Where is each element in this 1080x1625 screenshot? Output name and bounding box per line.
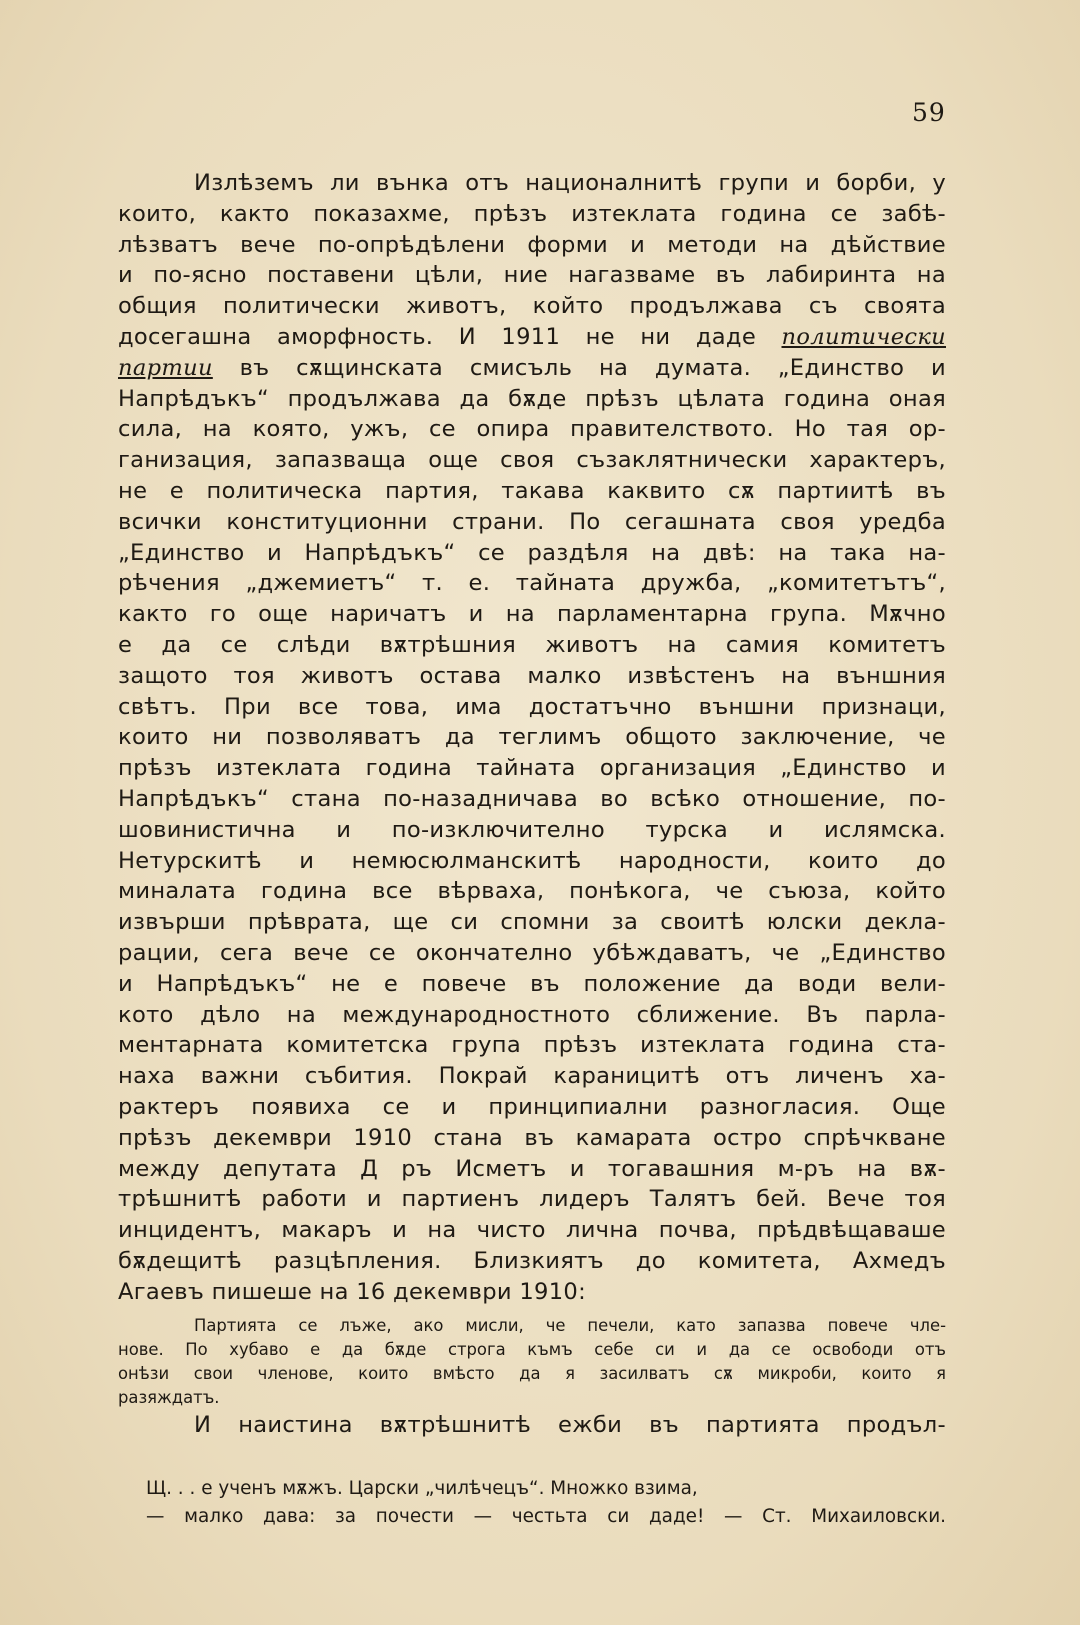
text-line: инцидентъ, макаръ и на чисто лична почва, прѣдвѣщаваше — [118, 1217, 946, 1244]
second-paragraph — [118, 1410, 946, 1441]
italic-word: политически — [781, 323, 946, 350]
text-segment: досегашна аморфность. И 1911 не ни даде — [118, 323, 757, 350]
text-line: рактеръ появиха се и принципиални разногласия. Още — [118, 1093, 946, 1120]
text-line: Агаевъ пишеше на 16 декември 1910: — [118, 1278, 586, 1305]
text-line: и Напрѣдъкъ“ не е повече въ положение да води вели- — [118, 970, 946, 997]
text-line: кото дѣло на международностното сближение. Въ парла- — [118, 1001, 946, 1028]
text-line: и по-ясно поставени цѣли, ние нагазваме въ лабиринта на — [118, 262, 946, 289]
main-paragraph — [118, 168, 946, 1307]
italic-word: партии — [118, 354, 213, 381]
text-line — [118, 353, 946, 384]
text-line: не е политическа партия, такава каквито сѫ партиитѣ въ — [118, 477, 946, 504]
text-line: шовинистична и по-изключително турска и ислямска. — [118, 816, 946, 843]
text-line: Излѣземъ ли вънка отъ националнитѣ групи и борби, у — [194, 170, 946, 196]
text-line: които, както показахме, прѣзъ изтеклата година се забѣ- — [118, 200, 946, 227]
text-line: „Единство и Напрѣдъкъ“ се раздѣля на двѣ: на така на- — [118, 539, 946, 566]
text-line: е да се слѣди вѫтрѣшния животъ на самия комитетъ — [118, 631, 946, 658]
text-line: наха важни събития. Покрай караницитѣ отъ личенъ ха- — [118, 1063, 946, 1090]
text-line: свѣтъ. При все това, има достатъчно външни признаци, — [118, 693, 946, 720]
text-line: трѣшнитѣ работи и партиенъ лидеръ Талятъ бей. Вече тоя — [118, 1186, 946, 1213]
text-line: бѫдещитѣ разцѣпления. Близкиятъ до комитета, Ахмедъ — [118, 1247, 946, 1274]
text-line: прѣзъ изтеклата година тайната организация „Единство и — [118, 755, 946, 782]
text-line: Нетурскитѣ и немюсюлманскитѣ народности, които до — [118, 847, 946, 874]
text-line: Напрѣдъкъ“ стана по-назадничава во всѣко отношение, по- — [118, 785, 946, 812]
text-line — [118, 322, 946, 353]
footnote — [146, 1475, 946, 1531]
text-segment: въ сѫщинската смисъль на думата. „Единство и — [239, 354, 947, 381]
block-quote — [118, 1314, 946, 1410]
text-line: прѣзъ декември 1910 стана въ камарата остро спрѣчкване — [118, 1124, 946, 1151]
text-line: които ни позволяватъ да теглимъ общото заключение, че — [118, 724, 946, 751]
text-line: между депутата Д ръ Исметъ и тогавашния м-ръ на вѫ- — [118, 1155, 946, 1182]
text-line: ментарната комитетска група прѣзъ изтеклата година ста- — [118, 1032, 946, 1059]
text-line: всички конституционни страни. По сегашната своя уредба — [118, 508, 946, 535]
text-line: рѣчения „джемиетъ“ т. е. тайната дружба, „комитетътъ“, — [118, 570, 946, 597]
quote-line: онѣзи свои членове, които вмѣсто да я засилватъ сѫ микроби, които я — [118, 1364, 946, 1383]
quote-line: нове. По хубаво е да бѫде строга къмъ себе си и да се освободи отъ — [118, 1340, 946, 1359]
footnote-line: — малко дава: за почести — честьта си даде! — Ст. Михаиловски. — [146, 1506, 946, 1527]
text-line: сила, на която, ужъ, се опира правителството. Но тая ор- — [118, 416, 946, 443]
text-line: ганизация, запазваща още своя съзаклятнически характеръ, — [118, 447, 946, 474]
text-line: миналата година все вѣрваха, понѣкога, че съюза, който — [118, 878, 946, 905]
text-line: лѣзватъ вече по-опрѣдѣлени форми и методи на дѣйствие — [118, 231, 946, 258]
text-line: защото тоя животъ остава малко извѣстенъ на външния — [118, 662, 946, 689]
text-line: рации, сега вече се окончателно убѣждаватъ, че „Единство — [118, 939, 946, 966]
text-line: както го още наричатъ и на парламентарна група. Мѫчно — [118, 601, 946, 628]
quote-line: Партията се лъже, ако мисли, че печели, като запазва повече чле- — [194, 1316, 946, 1335]
text-line: И наистина вѫтрѣшнитѣ ежби въ партията продъл- — [194, 1412, 946, 1438]
text-line: Напрѣдъкъ“ продължава да бѫде прѣзъ цѣлата година оная — [118, 385, 946, 412]
text-line: извърши прѣврата, ще си спомни за своитѣ юлски декла- — [118, 909, 946, 936]
text-line: общия политически животъ, който продължава съ своята — [118, 293, 946, 320]
footnote-line: Щ. . . е ученъ мѫжъ. Царски „чилѣчецъ“. Множко взима, — [146, 1478, 698, 1499]
quote-line: разяждатъ. — [118, 1388, 220, 1407]
page-number: 59 — [912, 98, 946, 127]
